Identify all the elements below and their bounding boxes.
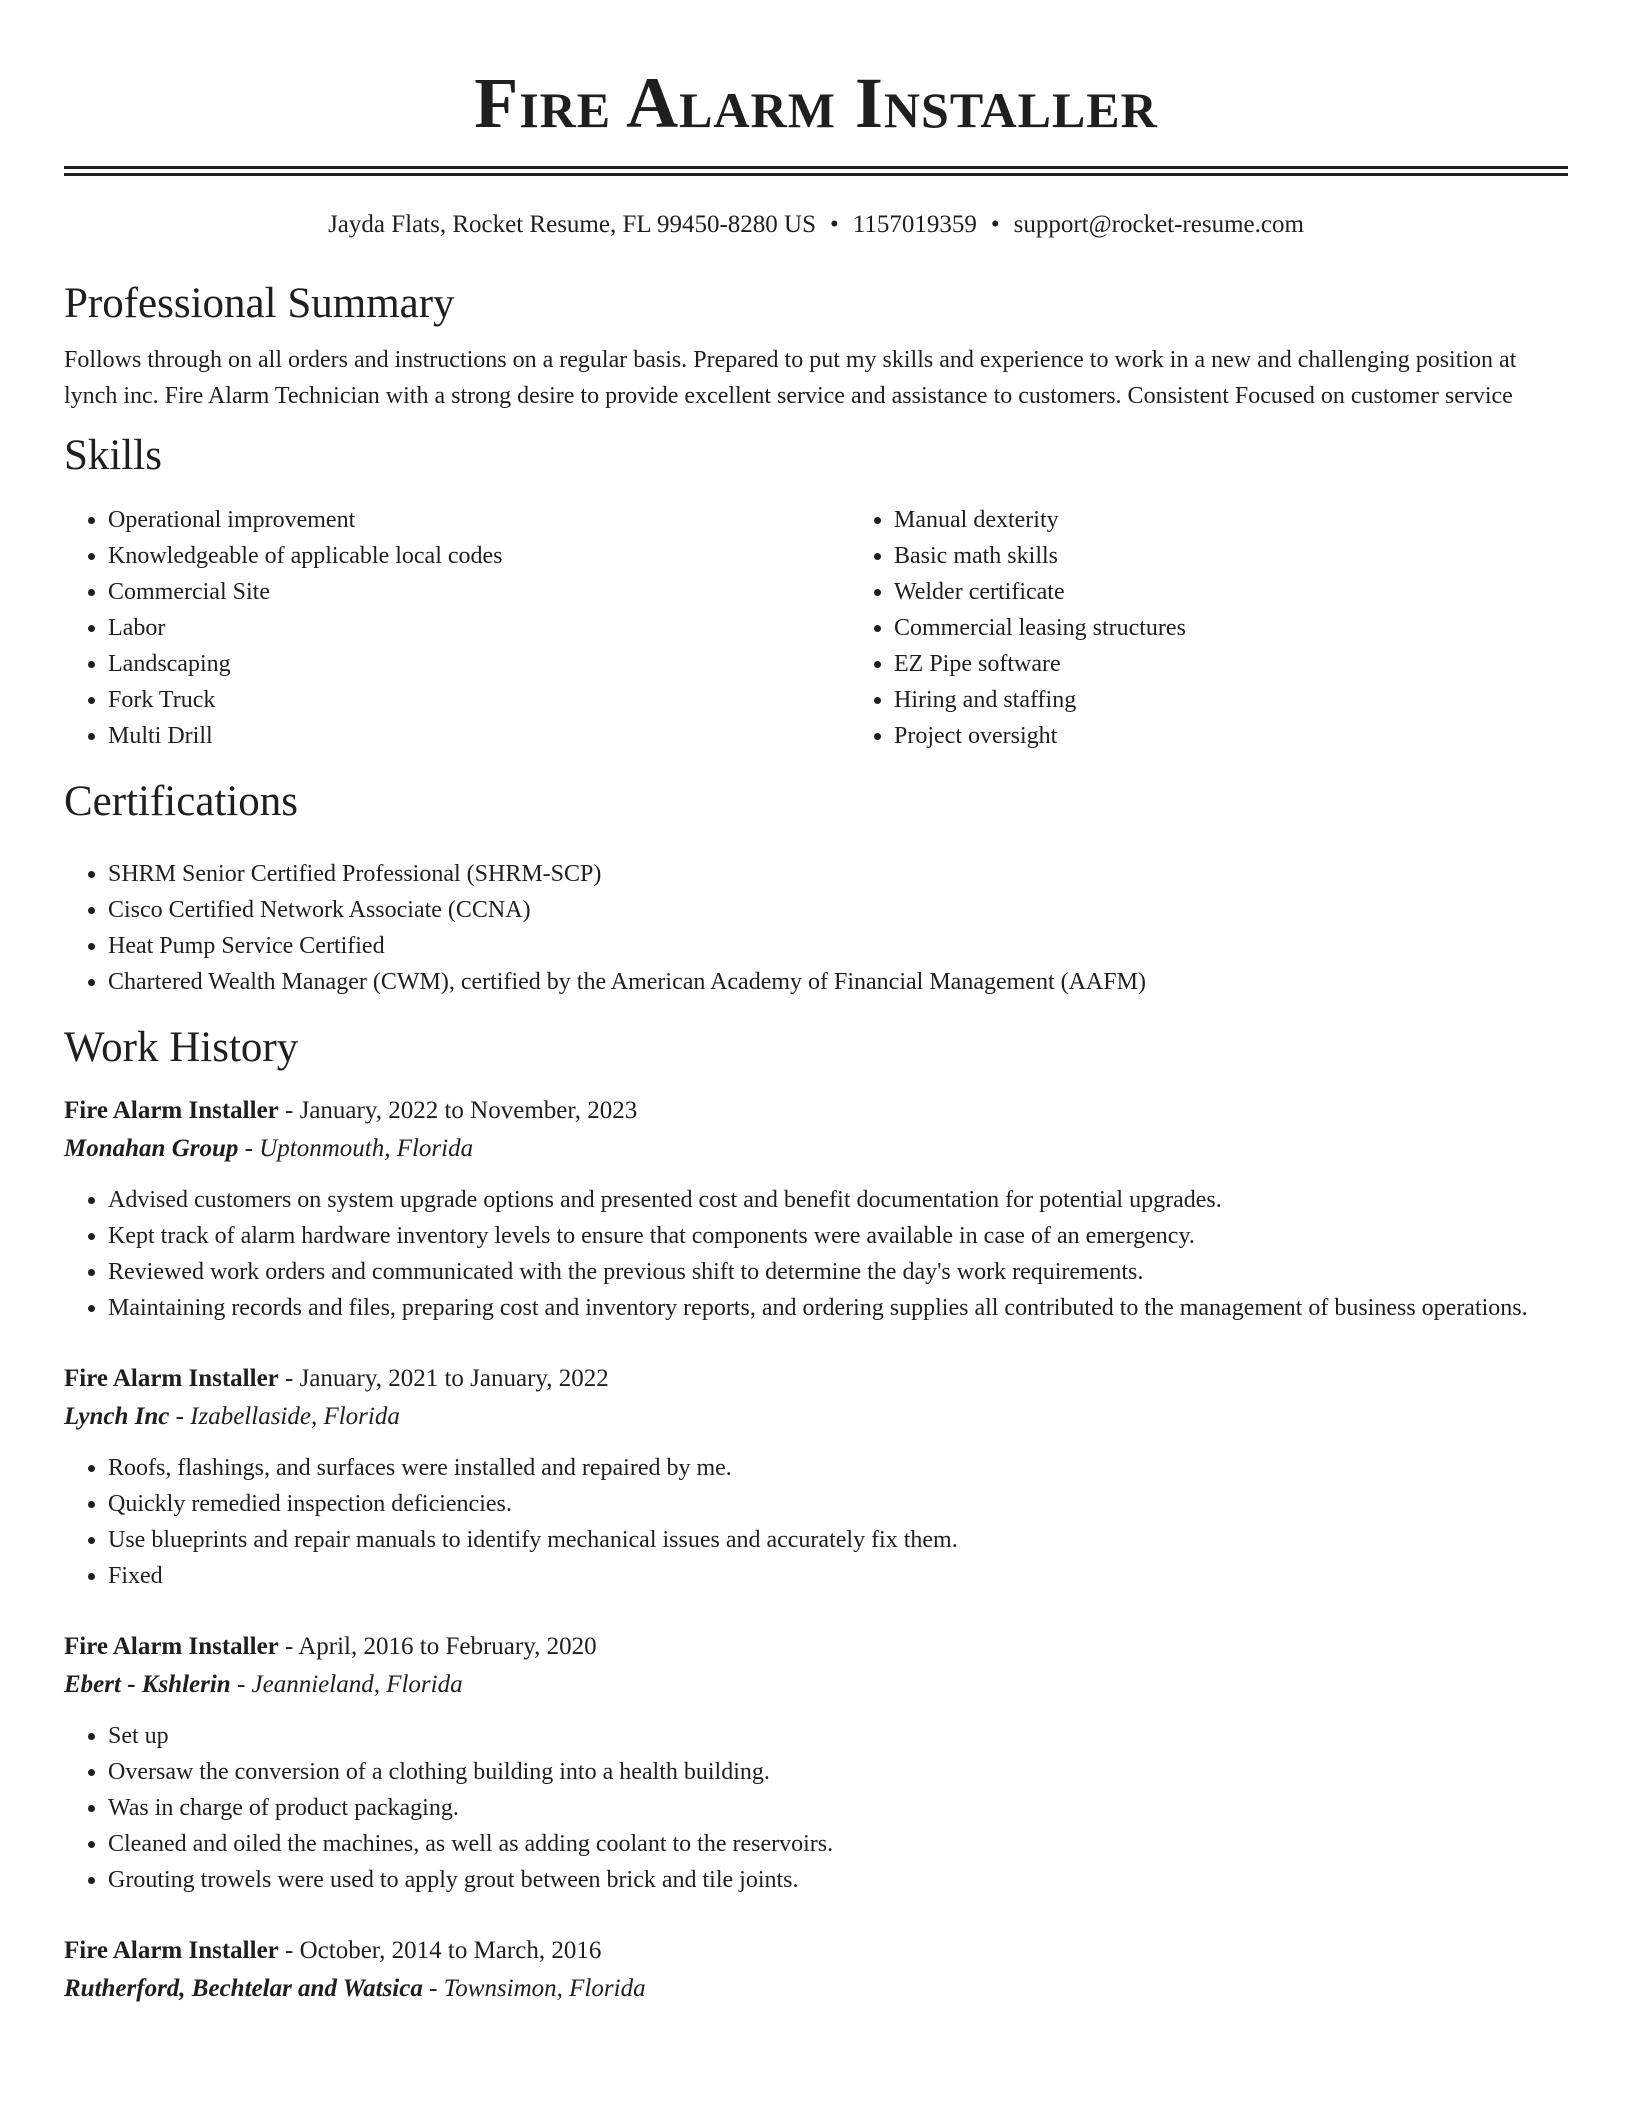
certifications-section [64, 776, 1568, 1000]
job-duty: • Oversaw the conversion of a clothing building into a health building. [108, 1754, 1568, 1790]
job-location: - Uptonmouth, Florida [238, 1135, 474, 1162]
job-title-line [64, 1628, 1568, 1666]
skill-item: • Knowledgeable of applicable local codes [108, 538, 850, 574]
title-divider [64, 166, 1568, 176]
skill-item: • Commercial leasing structures [894, 610, 1632, 646]
job-dates: - October, 2014 to March, 2016 [278, 1937, 602, 1964]
job-company: Ebert - Kshlerin [64, 1671, 231, 1698]
job-company-line [64, 1130, 1568, 1168]
job-entry [64, 1628, 1568, 1898]
skill-item: • Fork Truck [108, 682, 850, 718]
job-location: - Jeannieland, Florida [230, 1671, 463, 1698]
skill-item: • Landscaping [108, 646, 850, 682]
job-entry [64, 1932, 1568, 2008]
skills-list-right [850, 502, 1632, 754]
job-duty: • Roofs, flashings, and surfaces were installed and repaired by me. [108, 1450, 1568, 1486]
job-duties [64, 1450, 1568, 1594]
separator-dot: • [830, 211, 839, 238]
job-duties [64, 1718, 1568, 1898]
job-dates: - January, 2021 to January, 2022 [278, 1365, 609, 1392]
job-duty: • Maintaining records and files, preparing cost and inventory reports, and ordering supplies all contributed to the management of business operations. [108, 1290, 1568, 1326]
skill-item: • Multi Drill [108, 718, 850, 754]
skill-item: • Manual dexterity [894, 502, 1632, 538]
contact-email: support@rocket-resume.com [1013, 211, 1304, 238]
contact-address: Jayda Flats, Rocket Resume, FL 99450-8280 US [328, 211, 817, 238]
job-duty: • Was in charge of product packaging. [108, 1790, 1568, 1826]
job-title: Fire Alarm Installer [64, 1365, 279, 1392]
job-duty: • Set up [108, 1718, 1568, 1754]
job-company-line [64, 1398, 1568, 1436]
job-duties [64, 1182, 1568, 1326]
job-title: Fire Alarm Installer [64, 1097, 279, 1124]
job-title: Fire Alarm Installer [64, 1633, 279, 1660]
job-title: Fire Alarm Installer [64, 1937, 279, 1964]
job-company: Lynch Inc [64, 1403, 170, 1430]
skills-list-left [64, 502, 850, 754]
summary-text: Follows through on all orders and instructions on a regular basis. Prepared to put my skills and experience to work in a new and challenging position at lynch inc. Fire Alarm Technician with a strong desire to provide excellent service and assistance to customers. Consistent Focused on customer service [64, 347, 1517, 409]
job-company: Rutherford, Bechtelar and Watsica [64, 1975, 423, 2002]
job-location: - Izabellaside, Florida [169, 1403, 400, 1430]
skill-item: • Welder certificate [894, 574, 1632, 610]
certification-item: • Chartered Wealth Manager (CWM), certified by the American Academy of Financial Management (AAFM) [108, 964, 1568, 1000]
job-dates: - April, 2016 to February, 2020 [278, 1633, 597, 1660]
certification-item: • SHRM Senior Certified Professional (SHRM-SCP) [108, 856, 1568, 892]
job-duty: • Advised customers on system upgrade options and presented cost and benefit documentation for potential upgrades. [108, 1182, 1568, 1218]
job-entry [64, 1092, 1568, 1326]
certification-item: • Cisco Certified Network Associate (CCNA) [108, 892, 1568, 928]
job-duty: • Reviewed work orders and communicated with the previous shift to determine the day's work requirements. [108, 1254, 1568, 1290]
job-company-line [64, 1970, 1568, 2008]
skill-item: • Labor [108, 610, 850, 646]
skills-heading: Skills [64, 432, 162, 479]
job-duty: • Quickly remedied inspection deficiencies. [108, 1486, 1568, 1522]
job-title-line [64, 1092, 1568, 1130]
contact-phone: 1157019359 [852, 211, 977, 238]
job-title-line [64, 1932, 1568, 1970]
skill-item: • Operational improvement [108, 502, 850, 538]
job-duty: • Grouting trowels were used to apply grout between brick and tile joints. [108, 1862, 1568, 1898]
certifications-heading: Certifications [64, 778, 299, 825]
job-company: Monahan Group [64, 1135, 239, 1162]
job-duty: • Kept track of alarm hardware inventory levels to ensure that components were available in case of an emergency. [108, 1218, 1568, 1254]
certifications-list [64, 856, 1568, 1000]
work-history-section [64, 1022, 1568, 2008]
job-title-line [64, 1360, 1568, 1398]
skill-item: • Hiring and staffing [894, 682, 1632, 718]
separator-dot: • [990, 211, 1000, 238]
resume-title: Fire Alarm Installer [474, 63, 1158, 143]
work-history-heading: Work History [64, 1024, 299, 1071]
skill-item: • EZ Pipe software [894, 646, 1632, 682]
skills-columns [64, 502, 1568, 754]
certification-item: • Heat Pump Service Certified [108, 928, 1568, 964]
job-company-line [64, 1666, 1568, 1704]
skills-section [64, 430, 1568, 754]
skill-item: • Basic math skills [894, 538, 1632, 574]
job-location: - Townsimon, Florida [422, 1975, 646, 2002]
job-dates: - January, 2022 to November, 2023 [278, 1097, 638, 1124]
job-entry [64, 1360, 1568, 1594]
summary-heading: Professional Summary [64, 280, 455, 327]
job-duty: • Cleaned and oiled the machines, as well as adding coolant to the reservoirs. [108, 1826, 1568, 1862]
contact-line [64, 208, 1568, 242]
skill-item: • Project oversight [894, 718, 1632, 754]
job-duty: • Fixed [108, 1558, 1568, 1594]
job-duty: • Use blueprints and repair manuals to identify mechanical issues and accurately fix them. [108, 1522, 1568, 1558]
summary-section [64, 278, 1568, 414]
skill-item: • Commercial Site [108, 574, 850, 610]
